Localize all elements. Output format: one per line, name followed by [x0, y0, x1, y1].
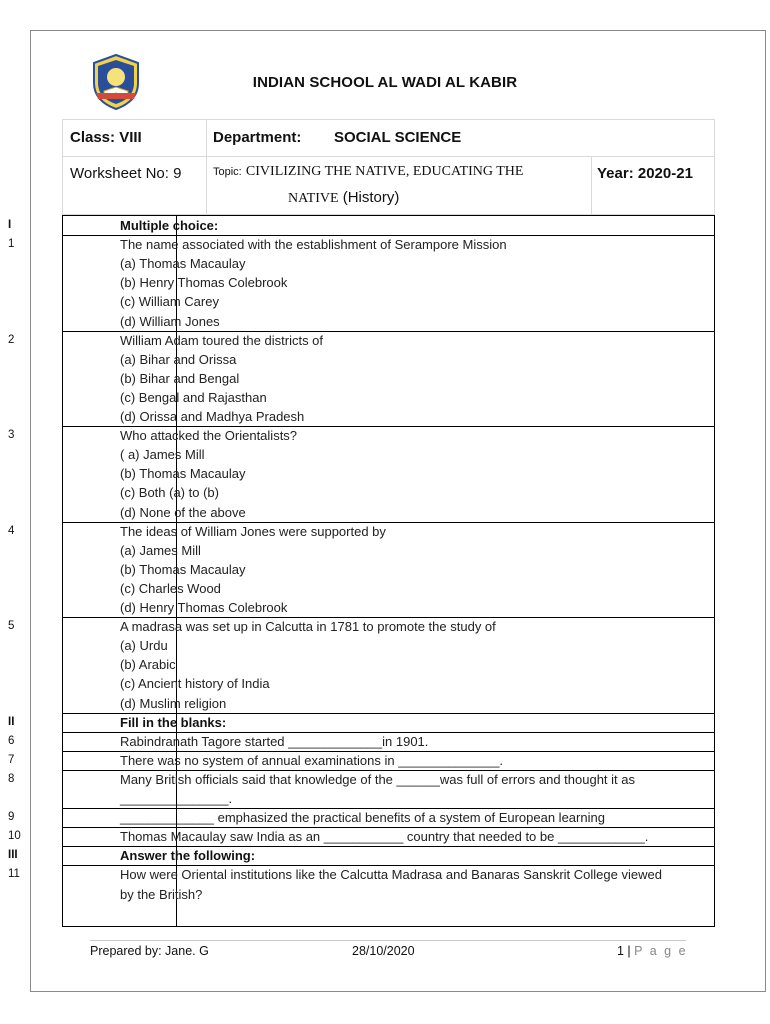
mcq-5-question: A madrasa was set up in Calcutta in 1781 to promote the study of [120, 619, 496, 635]
row-divider [63, 751, 714, 752]
topic-line1 [213, 162, 523, 180]
answer-1-option: by the British? [120, 886, 203, 902]
answer-1-question: How were Oriental institutions like the Calcutta Madrasa and Banaras Sanskrit College viewed [120, 867, 662, 883]
mcq-3-option: (b) Thomas Macaulay [120, 466, 246, 482]
fill-2-question: There was no system of annual examinations in ______________. [120, 752, 504, 768]
fill-4-question: _____________ emphasized the practical benefits of a system of European learning [120, 810, 605, 826]
mcq-1-option: (d) William Jones [120, 313, 220, 329]
fill-3-question: Many British officials said that knowledge of the ______was full of errors and thought it as [120, 771, 635, 787]
footer-rule [90, 940, 686, 941]
fill-3-number: 8 [8, 772, 15, 785]
class-label: Class: VIII [70, 129, 142, 146]
mcq-3-option: (c) Both (a) to (b) [120, 485, 219, 501]
topic-label: Topic: [213, 166, 242, 178]
year-label: Year: 2020-21 [597, 165, 693, 182]
topic-title-1: CIVILIZING THE NATIVE, EDUCATING THE [245, 164, 524, 179]
mcq-2-option: (a) Bihar and Orissa [120, 351, 237, 367]
row-divider [63, 846, 714, 847]
mcq-4-option: (c) Charles Wood [120, 580, 221, 596]
fill-1-question: Rabindranath Tagore started _____________in 1901. [120, 733, 429, 749]
mcq-3-number: 3 [8, 429, 15, 442]
mcq-3-option: ( a) James Mill [120, 447, 205, 463]
mcq-4-number: 4 [8, 524, 15, 537]
topic-line2 [288, 189, 399, 207]
row-divider [63, 331, 714, 332]
row-divider [63, 617, 714, 618]
department-label: Department: [213, 129, 302, 146]
mcq-2-question: William Adam toured the districts of [120, 332, 324, 348]
row-divider [63, 522, 714, 523]
fill-2-number: 7 [8, 753, 15, 766]
mcq-2-option: (b) Bihar and Bengal [120, 370, 240, 386]
fill-3-option: _______________. [120, 791, 233, 806]
mcq-5-option: (b) Arabic [120, 657, 176, 673]
answer-1-number: 11 [8, 868, 20, 881]
mcq-3-question: Who attacked the Orientalists? [120, 428, 298, 444]
mcq-3-option: (d) None of the above [120, 504, 246, 520]
fill-4-number: 9 [8, 811, 15, 824]
row-divider [63, 426, 714, 427]
mcq-2-option: (d) Orissa and Madhya Pradesh [120, 409, 305, 424]
row-divider [63, 732, 714, 733]
section-3-number: III [8, 849, 18, 862]
row-divider [63, 865, 714, 866]
mcq-1-option: (b) Henry Thomas Colebrook [120, 275, 288, 291]
page-word: P a g e [634, 944, 688, 958]
mcq-2-option: (c) Bengal and Rajasthan [120, 389, 267, 405]
department-value: SOCIAL SCIENCE [334, 129, 462, 146]
mcq-2-number: 2 [8, 333, 15, 346]
mcq-5-option: (a) Urdu [120, 638, 168, 654]
worksheet-label: Worksheet No: 9 [70, 165, 182, 182]
mcq-5-number: 5 [8, 620, 15, 633]
mcq-4-option: (b) Thomas Macaulay [120, 561, 246, 577]
page-num: 1 | [617, 944, 635, 958]
topic-title-2: NATIVE [288, 191, 339, 206]
row-divider [63, 770, 714, 771]
section-1-number: I [8, 219, 12, 231]
section-2-title: Fill in the blanks: [120, 714, 227, 730]
topic-subject: (History) [342, 189, 400, 206]
row-divider [63, 827, 714, 828]
row-divider [63, 713, 714, 714]
fill-5-question: Thomas Macaulay saw India as an ___________ country that needed to be ____________. [120, 829, 649, 845]
mcq-4-option: (d) Henry Thomas Colebrook [120, 600, 288, 615]
fill-5-number: 10 [8, 830, 21, 843]
page-number [617, 944, 688, 958]
section-3-title: Answer the following: [120, 848, 256, 864]
mcq-5-option: (c) Ancient history of India [120, 676, 270, 692]
mcq-1-number: 1 [8, 238, 15, 251]
mcq-1-question: The name associated with the establishment of Serampore Mission [120, 237, 507, 253]
mcq-1-option: (c) William Carey [120, 294, 219, 310]
mcq-4-question: The ideas of William Jones were supported by [120, 523, 386, 539]
mcq-4-option: (a) James Mill [120, 542, 201, 558]
row-divider [63, 808, 714, 809]
row-divider [63, 235, 714, 236]
mcq-1-option: (a) Thomas Macaulay [120, 256, 246, 272]
school-name: INDIAN SCHOOL AL WADI AL KABIR [252, 74, 518, 91]
fill-1-number: 6 [8, 734, 15, 747]
section-2-number: II [8, 715, 15, 728]
prepared-by: Prepared by: Jane. G [90, 944, 209, 958]
mcq-5-option: (d) Muslim religion [120, 695, 227, 711]
footer-date: 28/10/2020 [352, 944, 415, 958]
section-1-title: Multiple choice: [120, 218, 219, 233]
